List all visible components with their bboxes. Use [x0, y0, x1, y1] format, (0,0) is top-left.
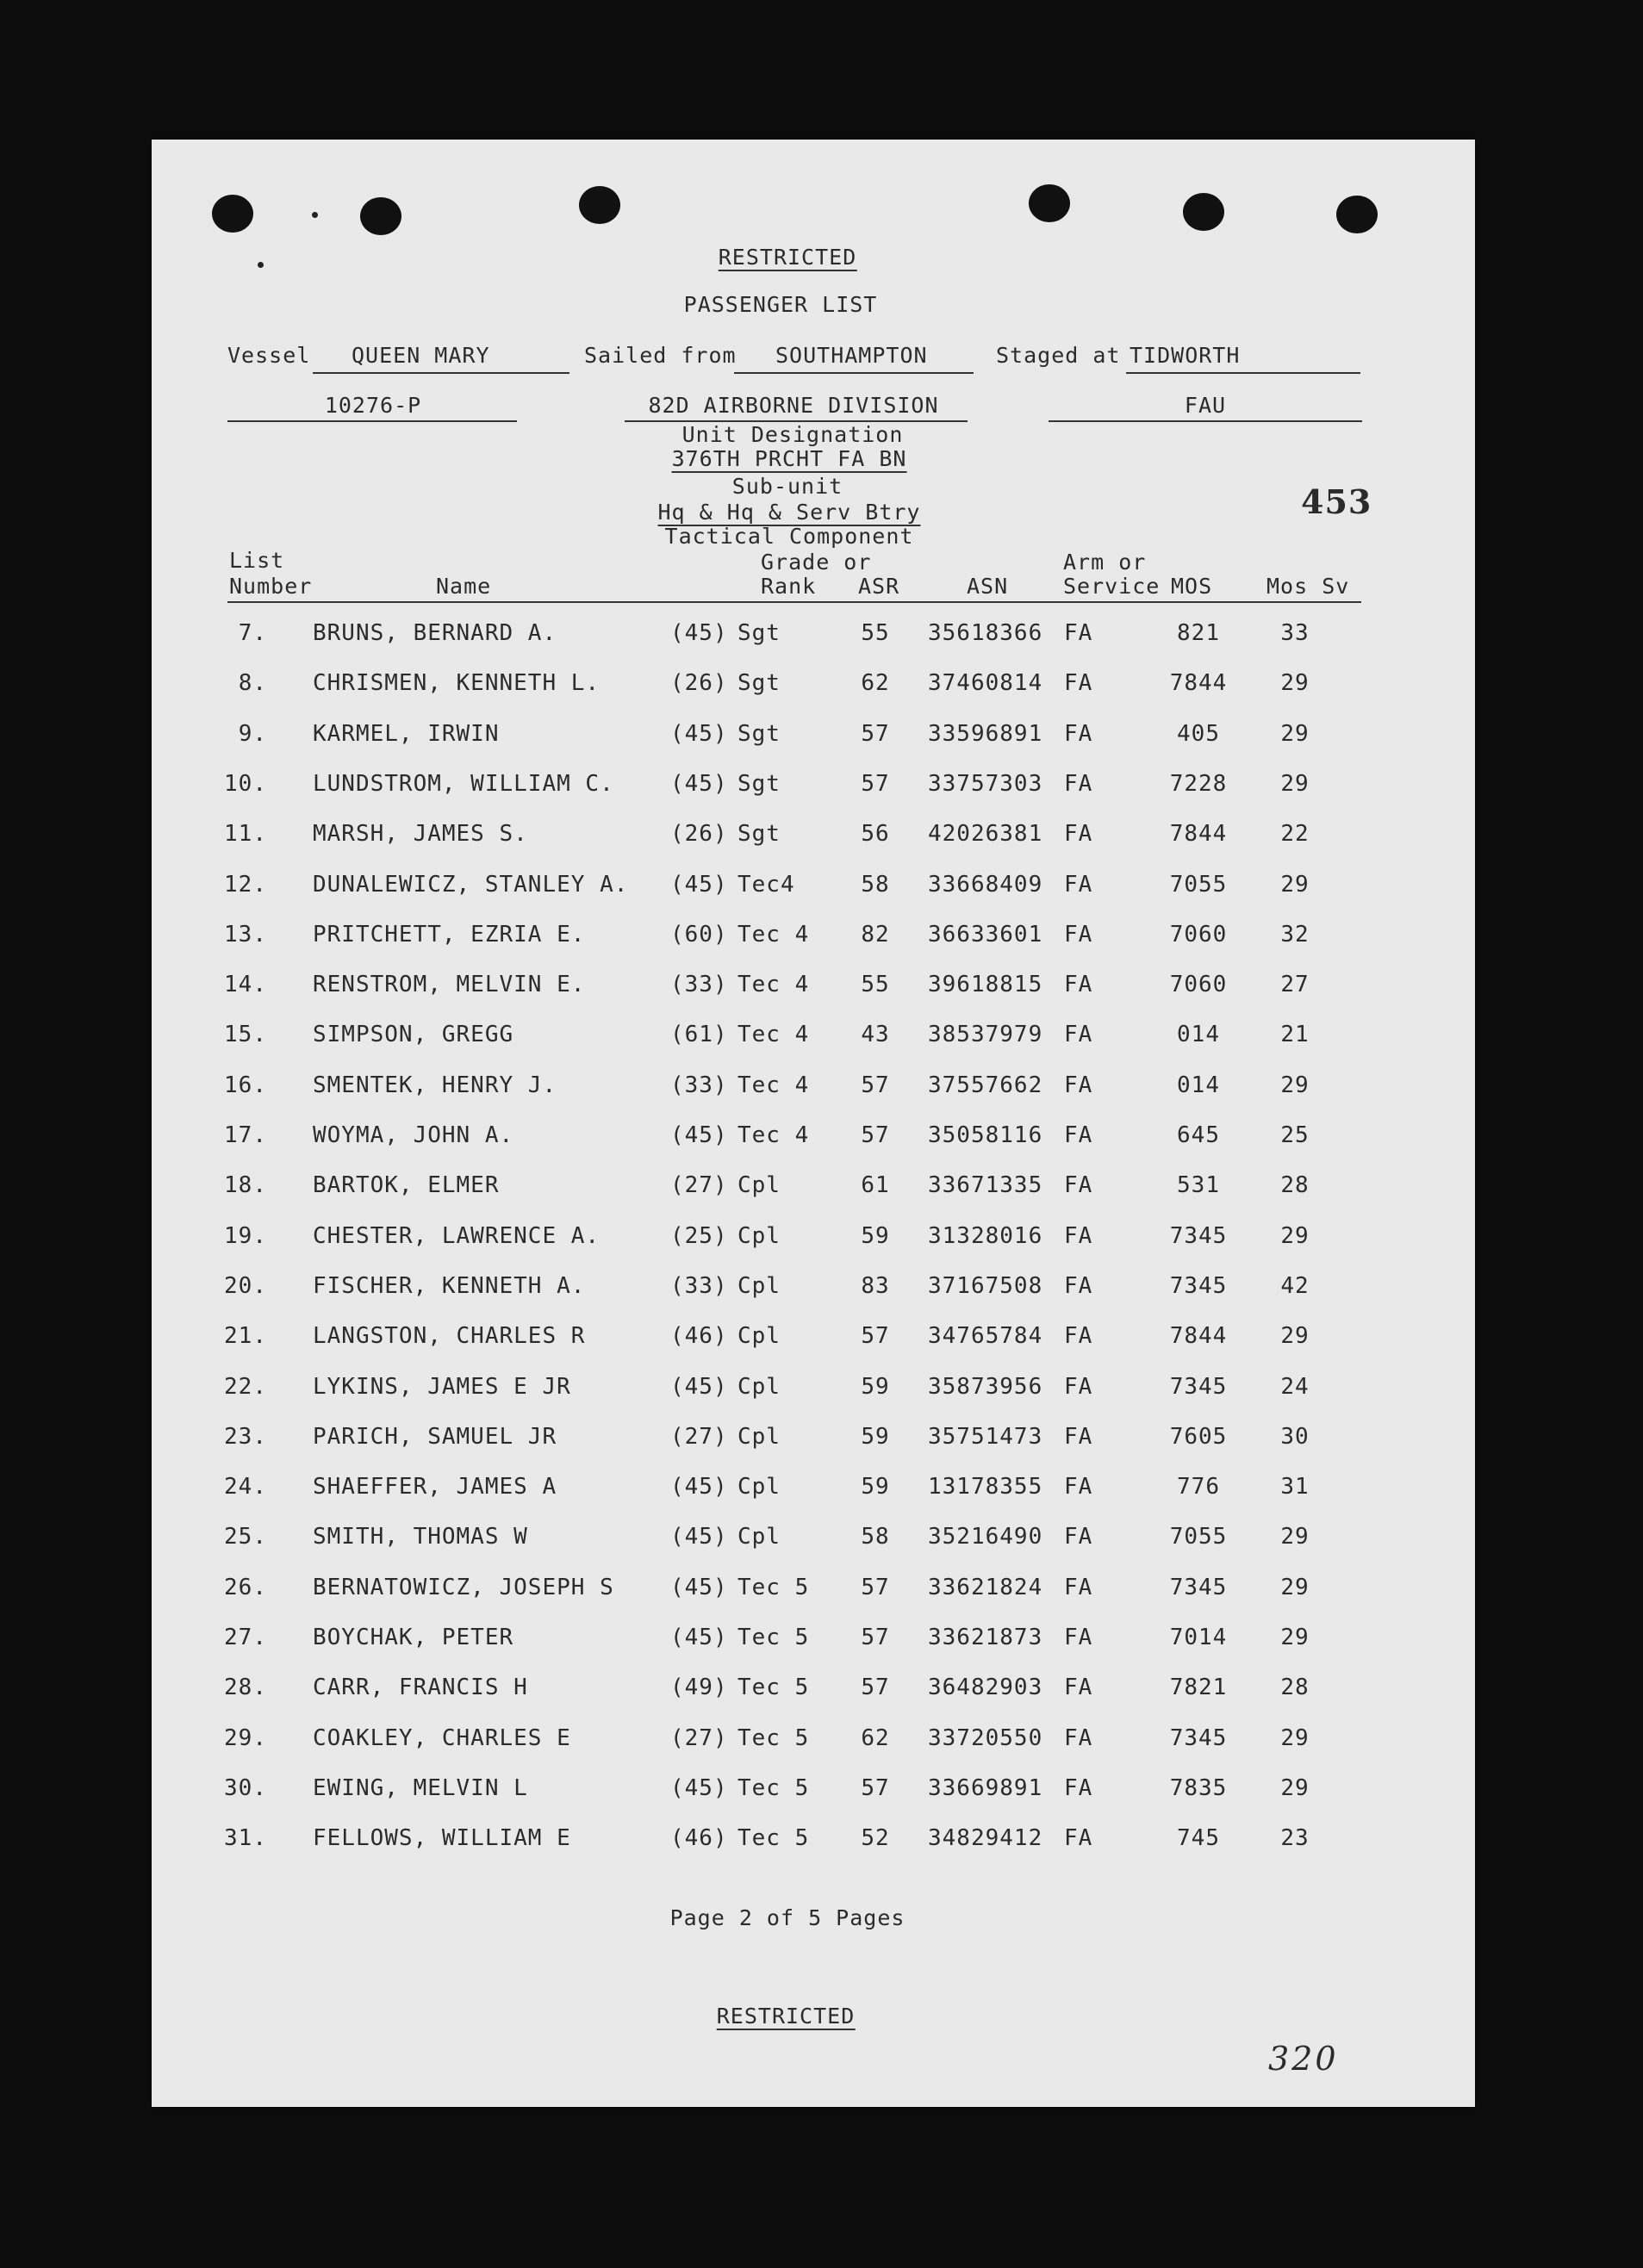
list-number: 27.	[224, 1625, 267, 1650]
months-service: 29	[1280, 670, 1310, 696]
asr: 62	[861, 1725, 890, 1751]
months-service: 29	[1280, 1072, 1310, 1098]
col-grade-line1: Grade or	[761, 550, 872, 575]
passenger-name: BARTOK, ELMER	[313, 1172, 500, 1198]
months-service: 29	[1280, 1575, 1310, 1600]
vessel-label: Vessel	[227, 343, 311, 368]
sex-code: (60)	[670, 922, 728, 948]
unit-designation: 376TH PRCHT FA BN	[671, 446, 907, 471]
mos: 7014	[1169, 1625, 1228, 1650]
passenger-name: KARMEL, IRWIN	[313, 721, 500, 747]
asr: 43	[861, 1022, 890, 1047]
asn: 33668409	[928, 872, 1043, 898]
grade: Sgt	[737, 670, 781, 696]
passenger-name: LYKINS, JAMES E JR	[313, 1374, 571, 1400]
page-indicator: Page 2 of 5 Pages	[669, 1905, 906, 1930]
months-service: 28	[1280, 1675, 1310, 1700]
list-number: 30.	[224, 1775, 267, 1801]
months-service: 31	[1280, 1474, 1310, 1500]
list-number: 29.	[224, 1725, 267, 1751]
sex-code: (33)	[670, 1273, 728, 1299]
sailed-from-underline	[734, 372, 974, 374]
arm-service: FA	[1064, 1323, 1093, 1349]
months-service: 33	[1280, 620, 1310, 646]
sex-code: (45)	[670, 620, 728, 646]
mos: 7844	[1169, 821, 1228, 847]
grade: Cpl	[737, 1524, 781, 1550]
sex-code: (45)	[670, 1524, 728, 1550]
grade: Sgt	[737, 721, 781, 747]
punch-hole	[1183, 193, 1224, 231]
arm-service: FA	[1064, 1022, 1093, 1047]
document-title: PASSENGER LIST	[683, 292, 878, 317]
asn: 35873956	[928, 1374, 1043, 1400]
staged-at-underline	[1126, 372, 1360, 374]
months-service: 30	[1280, 1424, 1310, 1450]
months-service: 27	[1280, 972, 1310, 997]
classification-bottom: RESTRICTED	[716, 2004, 856, 2029]
col-list-number-line2: Number	[229, 574, 313, 599]
list-number: 15.	[224, 1022, 267, 1047]
sex-code: (45)	[670, 1625, 728, 1650]
mos: 7844	[1169, 670, 1228, 696]
passenger-name: SMITH, THOMAS W	[313, 1524, 528, 1550]
mos: 7835	[1169, 1775, 1228, 1801]
months-service: 29	[1280, 1323, 1310, 1349]
arm-service: FA	[1064, 1474, 1093, 1500]
asn: 38537979	[928, 1022, 1043, 1047]
grade: Tec 4	[737, 922, 810, 948]
asn: 35058116	[928, 1122, 1043, 1148]
mos: 745	[1177, 1825, 1220, 1851]
passenger-name: EWING, MELVIN L	[313, 1775, 528, 1801]
arm-service: FA	[1064, 1825, 1093, 1851]
passenger-name: CHRISMEN, KENNETH L.	[313, 670, 601, 696]
arm-service: FA	[1064, 721, 1093, 747]
arm-service: FA	[1064, 922, 1093, 948]
sex-code: (46)	[670, 1825, 728, 1851]
arm-service: FA	[1064, 670, 1093, 696]
asr: 57	[861, 771, 890, 797]
mos: 7345	[1169, 1725, 1228, 1751]
sex-code: (45)	[670, 1775, 728, 1801]
asr: 82	[861, 922, 890, 948]
months-service: 22	[1280, 821, 1310, 847]
asn: 33596891	[928, 721, 1043, 747]
asr: 58	[861, 872, 890, 898]
arm-service: FA	[1064, 1524, 1093, 1550]
asn: 33671335	[928, 1172, 1043, 1198]
grade: Tec 4	[737, 1122, 810, 1148]
division: 82D AIRBORNE DIVISION	[648, 393, 939, 418]
speck	[312, 212, 318, 218]
asr: 59	[861, 1223, 890, 1249]
grade: Cpl	[737, 1323, 781, 1349]
mos: 645	[1177, 1122, 1220, 1148]
col-arm-line1: Arm or	[1063, 550, 1147, 575]
list-number: 12.	[224, 872, 267, 898]
col-arm-line2: Service	[1063, 574, 1161, 599]
mos: 7605	[1169, 1424, 1228, 1450]
mos: 7055	[1169, 1524, 1228, 1550]
passenger-name: SMENTEK, HENRY J.	[313, 1072, 557, 1098]
asn: 33720550	[928, 1725, 1043, 1751]
grade: Tec 4	[737, 972, 810, 997]
asr: 55	[861, 972, 890, 997]
asn: 33757303	[928, 771, 1043, 797]
sailed-from-label: Sailed from	[584, 343, 737, 368]
document-page	[152, 140, 1475, 2107]
months-service: 42	[1280, 1273, 1310, 1299]
sex-code: (27)	[670, 1725, 728, 1751]
asn: 33669891	[928, 1775, 1043, 1801]
arm-service: FA	[1064, 1575, 1093, 1600]
mos: 7821	[1169, 1675, 1228, 1700]
months-service: 29	[1280, 771, 1310, 797]
sub-unit-label: Sub-unit	[731, 474, 843, 499]
fau-underline	[1049, 420, 1362, 422]
mos: 014	[1177, 1022, 1220, 1047]
arm-service: FA	[1064, 771, 1093, 797]
sex-code: (45)	[670, 771, 728, 797]
mos: 7345	[1169, 1374, 1228, 1400]
list-number: 28.	[224, 1675, 267, 1700]
mos: 776	[1177, 1474, 1220, 1500]
passenger-name: DUNALEWICZ, STANLEY A.	[313, 872, 629, 898]
passenger-name: SIMPSON, GREGG	[313, 1022, 514, 1047]
passenger-name: LANGSTON, CHARLES R	[313, 1323, 586, 1349]
sex-code: (45)	[670, 1474, 728, 1500]
asn: 35751473	[928, 1424, 1043, 1450]
col-mos: MOS	[1171, 574, 1213, 599]
passenger-name: CHESTER, LAWRENCE A.	[313, 1223, 601, 1249]
grade: Tec 5	[737, 1675, 810, 1700]
sex-code: (27)	[670, 1424, 728, 1450]
col-asn: ASN	[967, 574, 1009, 599]
list-number: 18.	[224, 1172, 267, 1198]
asr: 56	[861, 821, 890, 847]
asn: 39618815	[928, 972, 1043, 997]
months-service: 29	[1280, 1625, 1310, 1650]
sex-code: (45)	[670, 1575, 728, 1600]
months-service: 29	[1280, 1775, 1310, 1801]
grade: Cpl	[737, 1474, 781, 1500]
passenger-name: WOYMA, JOHN A.	[313, 1122, 514, 1148]
arm-service: FA	[1064, 1625, 1093, 1650]
grade: Tec 5	[737, 1575, 810, 1600]
arm-service: FA	[1064, 972, 1093, 997]
list-number: 7.	[238, 620, 267, 646]
months-service: 32	[1280, 922, 1310, 948]
asn: 37460814	[928, 670, 1043, 696]
asr: 57	[861, 1072, 890, 1098]
arm-service: FA	[1064, 1424, 1093, 1450]
passenger-name: CARR, FRANCIS H	[313, 1675, 528, 1700]
grade: Sgt	[737, 620, 781, 646]
classification-top: RESTRICTED	[718, 245, 857, 270]
asr: 58	[861, 1524, 890, 1550]
asr: 52	[861, 1825, 890, 1851]
stamped-number: 453	[1301, 482, 1372, 521]
asr: 57	[861, 1675, 890, 1700]
punch-hole	[360, 197, 401, 235]
col-grade-line2: Rank	[761, 574, 817, 599]
tactical-component-label: Tactical Component	[664, 524, 914, 549]
list-number: 26.	[224, 1575, 267, 1600]
mos: 531	[1177, 1172, 1220, 1198]
sex-code: (33)	[670, 1072, 728, 1098]
passenger-name: RENSTROM, MELVIN E.	[313, 972, 586, 997]
mos: 7060	[1169, 922, 1228, 948]
months-service: 29	[1280, 1524, 1310, 1550]
mos: 405	[1177, 721, 1220, 747]
asn: 34829412	[928, 1825, 1043, 1851]
arm-service: FA	[1064, 1072, 1093, 1098]
col-mos-sv: Mos Sv	[1266, 574, 1350, 599]
list-number: 14.	[224, 972, 267, 997]
sex-code: (45)	[670, 1374, 728, 1400]
asn: 33621824	[928, 1575, 1043, 1600]
list-number: 21.	[224, 1323, 267, 1349]
vessel-value: QUEEN MARY	[352, 343, 490, 368]
asn: 34765784	[928, 1323, 1043, 1349]
arm-service: FA	[1064, 1374, 1093, 1400]
punch-hole	[1336, 196, 1378, 233]
list-number: 13.	[224, 922, 267, 948]
grade: Tec 4	[737, 1072, 810, 1098]
grade: Cpl	[737, 1223, 781, 1249]
vessel-underline	[313, 372, 569, 374]
list-number: 10.	[224, 771, 267, 797]
grade: Sgt	[737, 821, 781, 847]
list-number: 20.	[224, 1273, 267, 1299]
passenger-name: BRUNS, BERNARD A.	[313, 620, 557, 646]
months-service: 29	[1280, 721, 1310, 747]
passenger-name: PARICH, SAMUEL JR	[313, 1424, 557, 1450]
arm-service: FA	[1064, 1122, 1093, 1148]
passenger-name: FELLOWS, WILLIAM E	[313, 1825, 571, 1851]
list-code: 10276-P	[324, 393, 422, 418]
passenger-name: PRITCHETT, EZRIA E.	[313, 922, 586, 948]
list-number: 8.	[238, 670, 267, 696]
staged-at-label: Staged at	[996, 343, 1121, 368]
handwritten-number: 320	[1268, 2040, 1339, 2078]
list-number: 31.	[224, 1825, 267, 1851]
sub-unit: Hq & Hq & Serv Btry	[657, 500, 921, 525]
asr: 59	[861, 1374, 890, 1400]
list-number: 23.	[224, 1424, 267, 1450]
mos: 7228	[1169, 771, 1228, 797]
punch-hole	[579, 186, 620, 224]
sex-code: (33)	[670, 972, 728, 997]
asn: 33621873	[928, 1625, 1043, 1650]
list-number: 9.	[238, 721, 267, 747]
asn: 36482903	[928, 1675, 1043, 1700]
list-number: 19.	[224, 1223, 267, 1249]
mos: 7345	[1169, 1223, 1228, 1249]
mos: 7055	[1169, 872, 1228, 898]
list-code-underline	[227, 420, 517, 422]
asn: 35216490	[928, 1524, 1043, 1550]
grade: Tec 5	[737, 1775, 810, 1801]
sex-code: (45)	[670, 721, 728, 747]
arm-service: FA	[1064, 1675, 1093, 1700]
passenger-name: FISCHER, KENNETH A.	[313, 1273, 586, 1299]
sex-code: (61)	[670, 1022, 728, 1047]
sex-code: (26)	[670, 670, 728, 696]
punch-hole	[1029, 184, 1070, 222]
asr: 57	[861, 1625, 890, 1650]
sex-code: (25)	[670, 1223, 728, 1249]
arm-service: FA	[1064, 1223, 1093, 1249]
months-service: 28	[1280, 1172, 1310, 1198]
list-number: 16.	[224, 1072, 267, 1098]
mos: 014	[1177, 1072, 1220, 1098]
months-service: 29	[1280, 1725, 1310, 1751]
arm-service: FA	[1064, 1775, 1093, 1801]
asr: 62	[861, 670, 890, 696]
grade: Tec4	[737, 872, 795, 898]
months-service: 21	[1280, 1022, 1310, 1047]
asr: 57	[861, 1122, 890, 1148]
list-number: 17.	[224, 1122, 267, 1148]
asn: 42026381	[928, 821, 1043, 847]
passenger-name: COAKLEY, CHARLES E	[313, 1725, 571, 1751]
sex-code: (26)	[670, 821, 728, 847]
list-number: 22.	[224, 1374, 267, 1400]
list-number: 11.	[224, 821, 267, 847]
arm-service: FA	[1064, 821, 1093, 847]
unit-designation-label: Unit Designation	[681, 422, 904, 447]
sex-code: (45)	[670, 872, 728, 898]
sex-code: (27)	[670, 1172, 728, 1198]
arm-service: FA	[1064, 1725, 1093, 1751]
sex-code: (45)	[670, 1122, 728, 1148]
list-number: 24.	[224, 1474, 267, 1500]
fau: FAU	[1184, 393, 1227, 418]
months-service: 24	[1280, 1374, 1310, 1400]
sex-code: (49)	[670, 1675, 728, 1700]
asn: 13178355	[928, 1474, 1043, 1500]
mos: 7060	[1169, 972, 1228, 997]
grade: Sgt	[737, 771, 781, 797]
sex-code: (46)	[670, 1323, 728, 1349]
asr: 57	[861, 721, 890, 747]
asn: 36633601	[928, 922, 1043, 948]
staged-at-value: TIDWORTH	[1130, 343, 1241, 368]
asn: 37557662	[928, 1072, 1043, 1098]
grade: Cpl	[737, 1424, 781, 1450]
arm-service: FA	[1064, 1273, 1093, 1299]
asr: 59	[861, 1474, 890, 1500]
arm-service: FA	[1064, 1172, 1093, 1198]
asn: 35618366	[928, 620, 1043, 646]
months-service: 29	[1280, 1223, 1310, 1249]
asr: 61	[861, 1172, 890, 1198]
asn: 37167508	[928, 1273, 1043, 1299]
mos: 821	[1177, 620, 1220, 646]
col-asr: ASR	[858, 574, 900, 599]
col-name: Name	[436, 574, 492, 599]
months-service: 23	[1280, 1825, 1310, 1851]
mos: 7844	[1169, 1323, 1228, 1349]
speck	[258, 262, 264, 268]
passenger-name: BERNATOWICZ, JOSEPH S	[313, 1575, 614, 1600]
asr: 59	[861, 1424, 890, 1450]
asr: 83	[861, 1273, 890, 1299]
months-service: 25	[1280, 1122, 1310, 1148]
col-list-number-line1: List	[229, 548, 285, 573]
grade: Tec 5	[737, 1825, 810, 1851]
arm-service: FA	[1064, 872, 1093, 898]
months-service: 29	[1280, 872, 1310, 898]
passenger-name: LUNDSTROM, WILLIAM C.	[313, 771, 614, 797]
list-number: 25.	[224, 1524, 267, 1550]
asn: 31328016	[928, 1223, 1043, 1249]
passenger-name: SHAEFFER, JAMES A	[313, 1474, 557, 1500]
asr: 57	[861, 1775, 890, 1801]
grade: Cpl	[737, 1273, 781, 1299]
asr: 57	[861, 1575, 890, 1600]
asr: 57	[861, 1323, 890, 1349]
passenger-name: MARSH, JAMES S.	[313, 821, 528, 847]
grade: Cpl	[737, 1172, 781, 1198]
grade: Tec 5	[737, 1725, 810, 1751]
asr: 55	[861, 620, 890, 646]
grade: Cpl	[737, 1374, 781, 1400]
heading-rule	[227, 601, 1361, 603]
grade: Tec 5	[737, 1625, 810, 1650]
grade: Tec 4	[737, 1022, 810, 1047]
sailed-from-value: SOUTHAMPTON	[775, 343, 928, 368]
passenger-name: BOYCHAK, PETER	[313, 1625, 514, 1650]
punch-hole	[212, 195, 253, 233]
mos: 7345	[1169, 1273, 1228, 1299]
mos: 7345	[1169, 1575, 1228, 1600]
arm-service: FA	[1064, 620, 1093, 646]
